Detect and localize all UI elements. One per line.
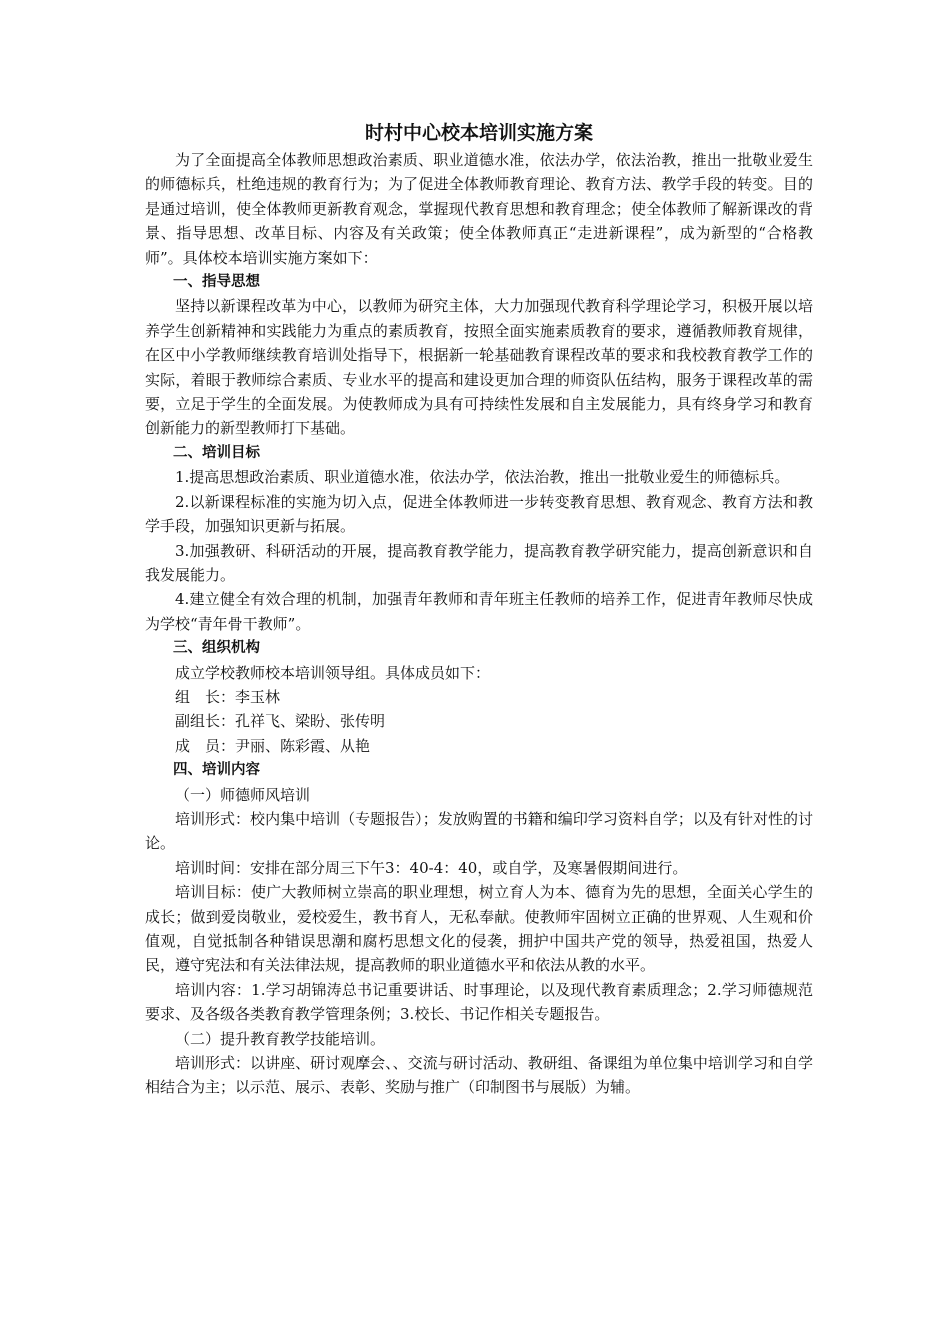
ethics-training-content: 培训内容：1.学习胡锦涛总书记重要讲话、时事理论，以及现代教育素质理念；2.学习师德规范要求、及各级各类教育教学管理条例；3.校长、书记作相关专题报告。 — [145, 980, 813, 1024]
ethics-training-form: 培训形式：校内集中培训（专题报告）；发放购置的书籍和编印学习资料自学；以及有针对性的讨论。 — [145, 809, 813, 853]
document-page — [145, 118, 813, 1100]
organization-deputy: 副组长：孔祥飞、梁盼、张传明 — [175, 712, 386, 731]
subsection-title-teaching-skills: （二）提升教育教学技能培训。 — [175, 1029, 386, 1048]
organization-intro: 成立学校教师校本培训领导组。具体成员如下： — [175, 663, 491, 682]
subsection-title-ethics: （一）师德师风培训 — [175, 785, 311, 804]
organization-members: 成 员：尹丽、陈彩霞、从艳 — [175, 736, 371, 755]
teaching-skills-training-form: 培训形式：以讲座、研讨观摩会、、交流与研讨活动、教研组、备课组为单位集中培训学习和自学相结合为主；以示范、展示、表彰、奖励与推广（印制图书与展版）为辅。 — [145, 1054, 813, 1097]
intro-paragraph: 为了全面提高全体教师思想政治素质、职业道德水准，依法办学，依法治教，推出一批敬业爱生的师德标兵，杜绝违规的教育行为；为了促进全体教师教育理论、教育方法、教学手段的转变。目的是通过培训，使全体教师更新教育观念，掌握现代教育思想和教育理念；使全体教师了解新课改的背景、指导思想、改革目标、内容及有关政策；使全体教师真正“走进新课程”，成为新型的“合格教师”。具体校本培训实施方案如下： — [145, 151, 813, 267]
section-heading-training-goals: 二、培训目标 — [173, 444, 260, 461]
section-heading-organization: 三、组织机构 — [173, 640, 260, 657]
training-goal-item: 3.加强教研、科研活动的开展，提高教育教学能力，提高教育教学研究能力，提高创新意识和自我发展能力。 — [145, 541, 813, 584]
ethics-training-time: 培训时间：安排在部分周三下午3：40-4：40，或自学，及寒暑假期间进行。 — [175, 858, 688, 877]
section-heading-training-content: 四、培训内容 — [173, 762, 260, 779]
training-goal-item: 2.以新课程标准的实施为切入点，促进全体教师进一步转变教育思想、教育观念、教育方法和教学手段，加强知识更新与拓展。 — [145, 492, 813, 536]
guiding-ideology-paragraph: 坚持以新课程改革为中心，以教师为研究主体，大力加强现代教育科学理论学习，积极开展以培养学生创新精神和实践能力为重点的素质教育，按照全面实施素质教育的要求，遵循教师教育规律，在区中小学教师继续教育培训处指导下，根据新一轮基础教育课程改革的要求和我校教育教学工作的实际，着眼于教师综合素质、专业水平的提高和建设更加合理的师资队伍结构，服务于课程改革的需要，立足于学生的全面发展。为使教师成为具有可持续性发展和自主发展能力，具有终身学习和教育创新能力的新型教师打下基础。 — [145, 297, 813, 438]
organization-leader: 组 长：李玉林 — [175, 687, 281, 706]
training-goal-item: 1.提高思想政治素质、职业道德水准，依法办学，依法治教，推出一批敬业爱生的师德标兵。 — [175, 468, 790, 487]
training-goal-item: 4.建立健全有效合理的机制，加强青年教师和青年班主任教师的培养工作，促进青年教师尽快成为学校“青年骨干教师”。 — [145, 590, 813, 633]
document-title: 时村中心校本培训实施方案 — [364, 122, 593, 144]
section-heading-guiding-ideology: 一、指导思想 — [173, 274, 260, 291]
ethics-training-goal: 培训目标：使广大教师树立崇高的职业理想，树立育人为本、德育为先的思想，全面关心学生的成长；做到爱岗敬业，爱校爱生，教书育人，无私奉献。使教师牢固树立正确的世界观、人生观和价值观，自觉抵制各种错误思潮和腐朽思想文化的侵袭，拥护中国共产党的领导，热爱祖国，热爱人民，遵守宪法和有关法律法规，提高教师的职业道德水平和依法从教的水平。 — [145, 883, 813, 975]
